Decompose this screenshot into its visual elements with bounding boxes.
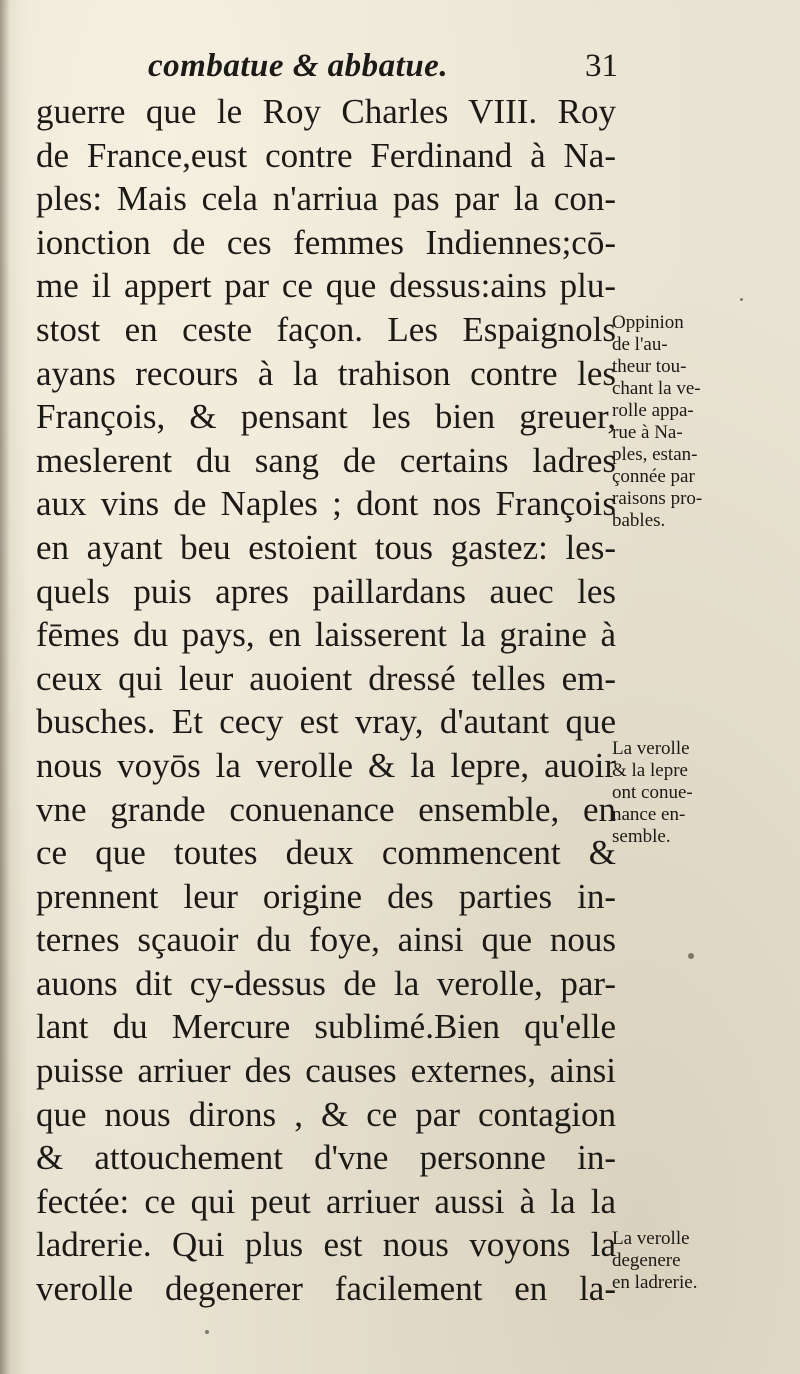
- text-line: & attouchement d'vne personne in-: [36, 1138, 616, 1178]
- text-line: puisse arriuer des causes externes, ainsi: [36, 1051, 616, 1091]
- text-line: en ayant beu estoient tous gastez: les-: [36, 527, 616, 567]
- text-line: quels puis apres paillardans auec les: [36, 571, 616, 611]
- text-line: que nous dirons , & ce par contagion: [36, 1094, 616, 1134]
- text-line: busches. Et cecy est vray, d'autant que: [36, 702, 616, 742]
- margin-note-line: semble.: [612, 826, 671, 847]
- text-line: ples: Mais cela n'arriua pas par la con-: [36, 179, 616, 219]
- text-line: ionction de ces femmes Indiennes;cō-: [36, 222, 616, 262]
- margin-note-line: chant la ve-: [612, 378, 701, 399]
- margin-note-line: degenere: [612, 1250, 681, 1271]
- text-line: ce que toutes deux commencent &: [36, 833, 616, 873]
- margin-note-line: La verolle: [612, 1228, 690, 1249]
- text-line: ceux qui leur auoient dressé telles em-: [36, 658, 616, 698]
- margin-note-line: ont conue-: [612, 782, 693, 803]
- text-line: ladrerie. Qui plus est nous voyons la: [36, 1225, 616, 1265]
- text-line: aux vins de Naples ; dont nos François: [36, 484, 616, 524]
- text-line: fectée: ce qui peut arriuer aussi à la la: [36, 1181, 616, 1221]
- body-text: [36, 90, 616, 1311]
- page-edge-shadow: [0, 0, 10, 1374]
- margin-note-oppinion: [612, 312, 772, 532]
- ink-speck: [688, 953, 694, 959]
- margin-note-line: & la lepre: [612, 760, 688, 781]
- margin-note-line: La verolle: [612, 738, 690, 759]
- page-number: 31: [585, 48, 618, 84]
- text-line: de France,eust contre Ferdinand à Na-: [36, 135, 616, 175]
- text-line: guerre que le Roy Charles VIII. Roy: [36, 92, 616, 131]
- margin-note-line: de l'au-: [612, 334, 668, 355]
- text-line: fēmes du pays, en laisserent la graine à: [36, 615, 616, 655]
- margin-note-line: theur tou-: [612, 356, 687, 377]
- margin-note-line: ples, estan-: [612, 444, 698, 465]
- text-line: stost en ceste façon. Les Espaignols: [36, 309, 616, 349]
- text-line: me il appert par ce que dessus:ains plu-: [36, 266, 616, 306]
- margin-note-conuenance: [612, 738, 772, 848]
- margin-note-line: raisons pro-: [612, 488, 703, 509]
- margin-note-line: Oppinion: [612, 312, 684, 333]
- ink-speck: [740, 298, 743, 301]
- ink-speck: [205, 1330, 209, 1334]
- margin-note-line: rue à Na-: [612, 422, 683, 443]
- text-line: lant du Mercure sublimé.Bien qu'elle: [36, 1007, 616, 1047]
- text-line: ternes sçauoir du foye, ainsi que nous: [36, 920, 616, 960]
- running-title: combatue & abbatue.: [148, 48, 449, 84]
- margin-note-line: en ladrerie.: [612, 1272, 698, 1293]
- margin-note-degenere: [612, 1228, 772, 1294]
- text-line: meslerent du sang de certains ladres: [36, 440, 616, 480]
- text-line: nous voyōs la verolle & la lepre, auoir: [36, 745, 616, 785]
- text-line: prennent leur origine des parties in-: [36, 876, 616, 916]
- text-line: vne grande conuenance ensemble, en: [36, 789, 616, 829]
- text-line: ayans recours à la trahison contre les: [36, 353, 616, 393]
- text-line: verolle degenerer facilement en la-: [36, 1269, 616, 1309]
- margin-note-line: bables.: [612, 510, 666, 531]
- margin-note-line: rolle appa-: [612, 400, 694, 421]
- text-line: François, & pensant les bien greuer,: [36, 397, 616, 437]
- text-line: auons dit cy-dessus de la verolle, par-: [36, 963, 616, 1003]
- margin-note-line: nance en-: [612, 804, 686, 825]
- margin-note-line: çonnée par: [612, 466, 695, 487]
